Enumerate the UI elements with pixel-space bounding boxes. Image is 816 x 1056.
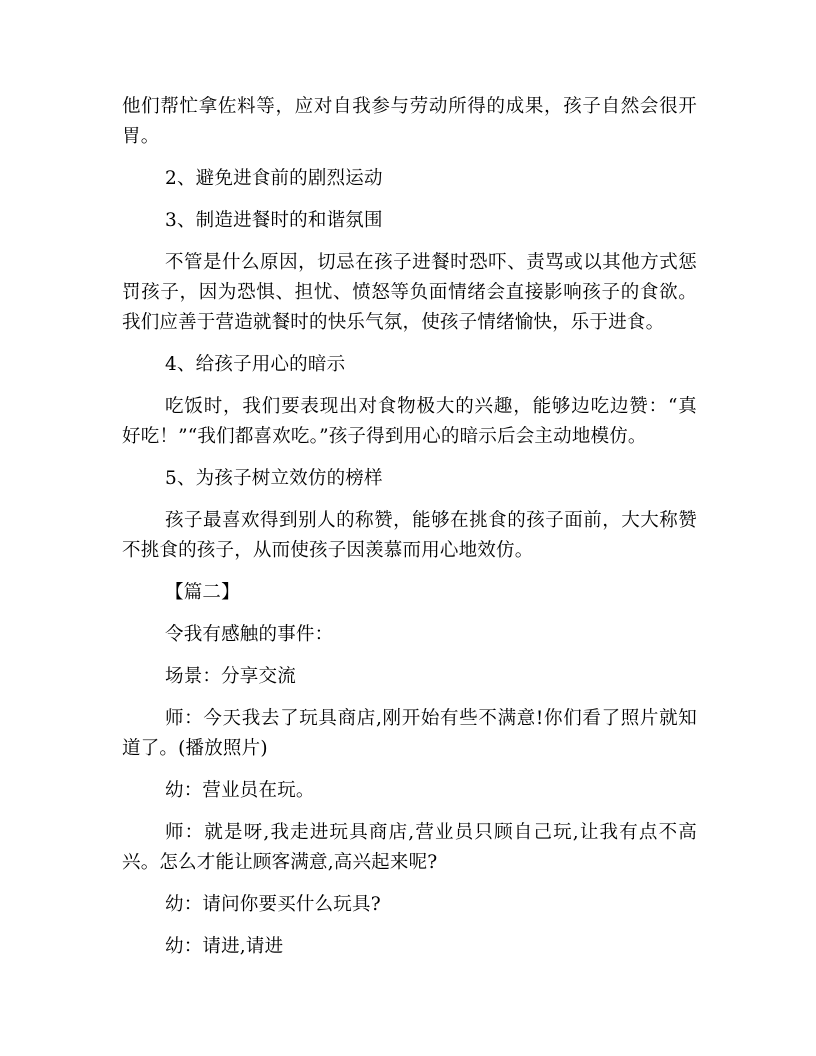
dialogue-teacher-1: 师：今天我去了玩具商店,刚开始有些不满意!你们看了照片就知道了。(播放照片)	[122, 708, 697, 759]
paragraph-hint: 吃饭时，我们要表现出对食物极大的兴趣，能够边吃边赞：“真好吃！”“我们都喜欢吃。”孩子得到用心的暗示后会主动地模仿。	[122, 396, 697, 447]
paragraph-atmosphere: 不管是什么原因，切忌在孩子进餐时恐吓、责骂或以其他方式惩罚孩子，因为恐惧、担忧、愤怒等负面情绪会直接影响孩子的食欲。我们应善于营造就餐时的快乐气氛，使孩子情绪愉快，乐于进食。	[122, 252, 697, 333]
list-item-heading-3: 3、制造进餐时的和谐氛围	[165, 210, 383, 231]
paragraph-event-title: 令我有感触的事件：	[165, 624, 334, 645]
list-item-heading-4: 4、给孩子用心的暗示	[165, 354, 346, 375]
section-heading: 【篇二】	[165, 582, 240, 603]
dialogue-child-3: 幼：请进,请进	[165, 936, 284, 957]
dialogue-child-2: 幼：请问你要买什么玩具?	[165, 894, 381, 915]
document-body	[122, 92, 697, 974]
list-item-heading-2: 2、避免进食前的剧烈运动	[165, 168, 383, 189]
list-item-heading-5: 5、为孩子树立效仿的榜样	[165, 468, 383, 489]
paragraph-scene: 场景：分享交流	[165, 666, 296, 687]
dialogue-child-1: 幼：营业员在玩。	[165, 780, 315, 801]
paragraph-continuation: 他们帮忙拿佐料等，应对自我参与劳动所得的成果，孩子自然会很开胃。	[122, 96, 697, 147]
dialogue-teacher-2: 师：就是呀,我走进玩具商店,营业员只顾自己玩,让我有点不高兴。怎么才能让顾客满意,高兴起来呢?	[122, 822, 697, 873]
paragraph-role-model: 孩子最喜欢得到别人的称赞，能够在挑食的孩子面前，大大称赞不挑食的孩子，从而使孩子因羡慕而用心地效仿。	[122, 510, 697, 561]
